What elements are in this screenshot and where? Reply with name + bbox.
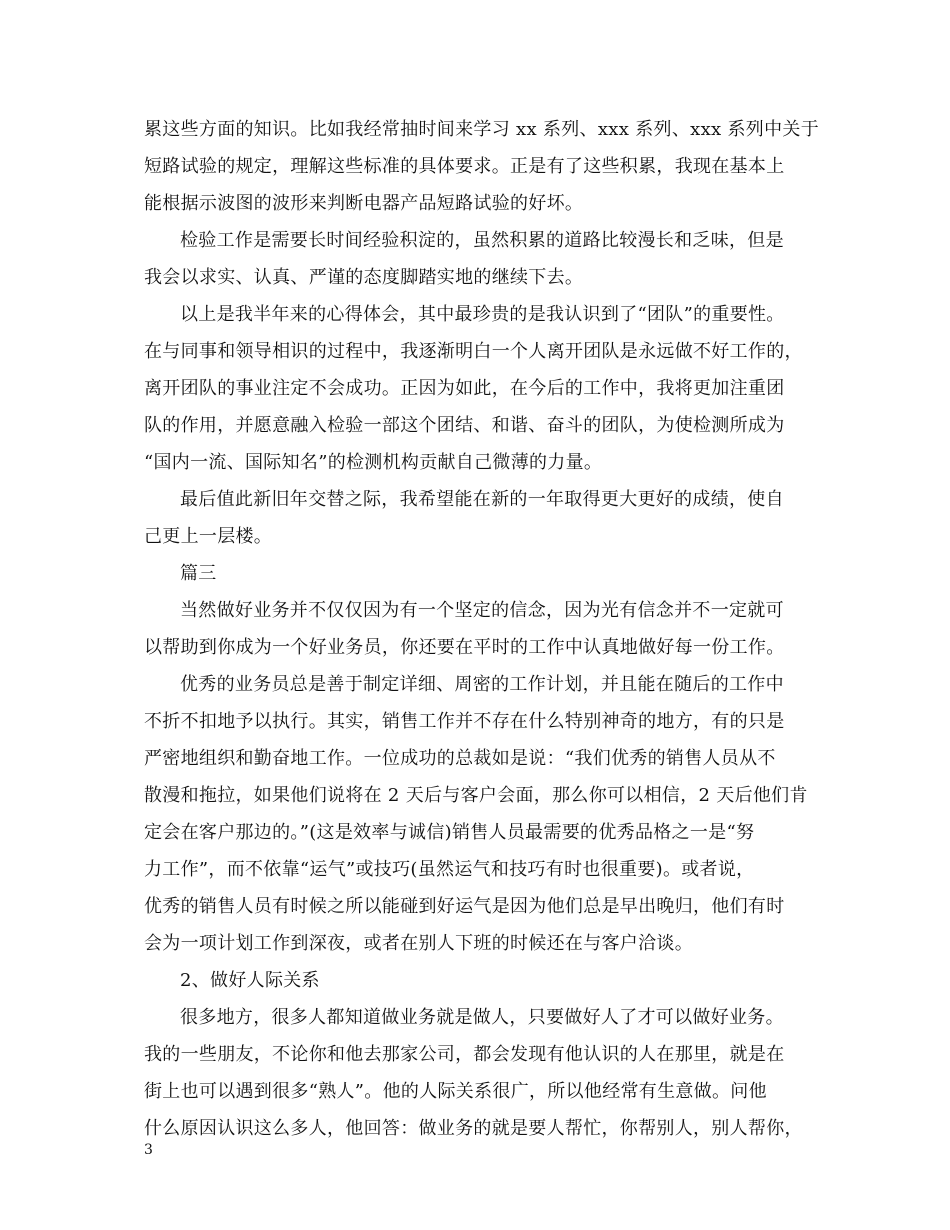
text-line: 我会以求实、认真、严谨的态度脚踏实地的继续下去。 [144,267,584,288]
text-line: 定会在客户那边的。”(这是效率与诚信)销售人员最需要的优秀品格之一是“努 [144,822,755,843]
section-heading: 篇三 [180,563,217,584]
text-line: 队的作用，并愿意融入检验一部这个团结、和谐、奋斗的团队，为使检测所成为 [144,415,785,436]
text-line: 散漫和拖拉，如果他们说将在 2 天后与客户会面，那么你可以相信，2 天后他们肯 [144,785,808,806]
text-line: 己更上一层楼。 [144,526,273,547]
paragraph-start-line: 当然做好业务并不仅仅因为有一个坚定的信念，因为光有信念并不一定就可 [180,600,784,621]
paragraph-start-line: 以上是我半年来的心得体会，其中最珍贵的是我认识到了“团队”的重要性。 [180,304,785,325]
text-line: 优秀的销售人员有时候之所以能碰到好运气是因为他们总是早出晚归，他们有时 [144,896,785,917]
paragraph-start-line: 很多地方，很多人都知道做业务就是做人，只要做好人了才可以做好业务。 [180,1007,784,1028]
text-line: 力工作”，而不依靠“运气”或技巧(虽然运气和技巧有时也很重要)。或者说， [144,859,755,880]
text-line: “国内一流、国际知名”的检测机构贡献自己微薄的力量。 [144,452,603,473]
text-line: 严密地组织和勤奋地工作。一位成功的总裁如是说：“我们优秀的销售人员从不 [144,748,776,769]
text-line: 离开团队的事业注定不会成功。正因为如此，在今后的工作中，我将更加注重团 [144,378,785,399]
text-line: 街上也可以遇到很多“熟人”。他的人际关系很广，所以他经常有生意做。问他 [144,1081,767,1102]
text-line: 累这些方面的知识。比如我经常抽时间来学习 xx 系列、xxx 系列、xxx 系列中关于 [144,119,819,140]
paragraph-start-line: 最后值此新旧年交替之际，我希望能在新的一年取得更大更好的成绩，使自 [180,489,784,510]
text-line: 我的一些朋友，不论你和他去那家公司，都会发现有他认识的人在那里，就是在 [144,1044,785,1065]
text-line: 短路试验的规定，理解这些标准的具体要求。正是有了这些积累，我现在基本上 [144,156,785,177]
paragraph-start-line: 检验工作是需要长时间经验积淀的，虽然积累的道路比较漫长和乏味，但是 [180,230,784,251]
text-line: 能根据示波图的波形来判断电器产品短路试验的好坏。 [144,193,584,214]
subsection-heading: 2、做好人际关系 [180,970,320,991]
paragraph-start-line: 优秀的业务员总是善于制定详细、周密的工作计划，并且能在随后的工作中 [180,674,784,695]
text-line: 在与同事和领导相识的过程中，我逐渐明白一个人离开团队是永远做不好工作的， [144,341,803,362]
text-line: 以帮助到你成为一个好业务员，你还要在平时的工作中认真地做好每一份工作。 [144,637,785,658]
text-line: 会为一项计划工作到深夜，或者在别人下班的时候还在与客户洽谈。 [144,933,693,954]
page-number: 3 [144,1142,153,1158]
text-line: 不折不扣地予以执行。其实，销售工作并不存在什么特别神奇的地方，有的只是 [144,711,785,732]
text-line: 什么原因认识这么多人，他回答：做业务的就是要人帮忙，你帮别人，别人帮你， [144,1118,803,1139]
